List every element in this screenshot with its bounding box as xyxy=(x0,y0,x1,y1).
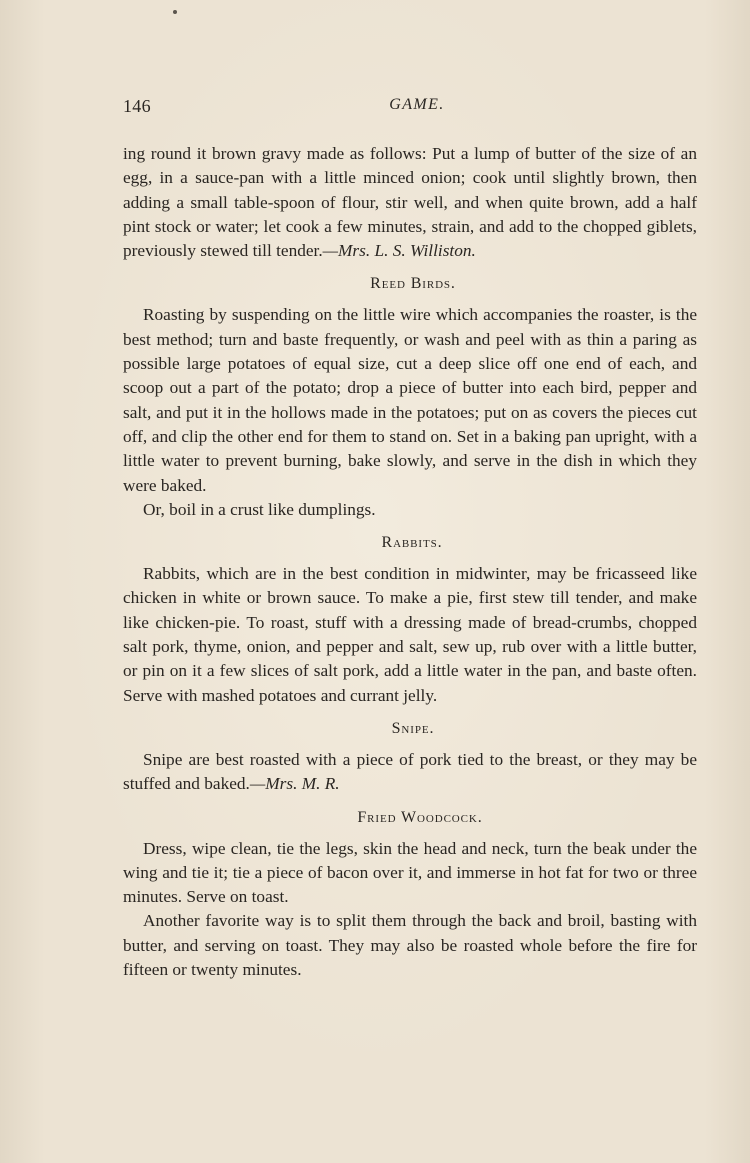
page-body xyxy=(123,142,697,982)
continuation-text: ing round it brown gravy made as follows: Put a lump of butter of the size of an egg, in a sauce-pan with a little minced onion; cook until slightly brown, then adding a small table-spoon of flour, stir well, and when quite brown, add a half pint stock or water; let cook a few minutes, strain, and add to the chopped giblets, previously stewed till tender. xyxy=(123,144,697,261)
page-header xyxy=(123,96,697,126)
ink-speck xyxy=(173,10,177,14)
running-head: GAME. xyxy=(389,96,445,113)
continuation-credit: —Mrs. L. S. Williston. xyxy=(322,241,476,261)
section-heading-rabbits: Rabbits. xyxy=(381,534,443,552)
fried-woodcock-paragraph-1: Dress, wipe clean, tie the legs, skin the head and neck, turn the beak under the wing and tie it; tie a piece of bacon over it, and immerse in hot fat for two or three minutes. Serve on toast. xyxy=(123,838,697,907)
snipe-text: Snipe are best roasted with a piece of pork tied to the breast, or they may be stuffed and baked. xyxy=(123,749,697,794)
section-heading-reed-birds: Reed Birds. xyxy=(370,275,456,293)
section-heading-snipe: Snipe. xyxy=(391,719,435,737)
rabbits-paragraph: Rabbits, which are in the best condition in midwinter, may be fricasseed like chicken in white or brown sauce. To make a pie, first stew till tender, and make like chicken-pie. To roast, stuff with a dressing made of bread-crumbs, chopped salt pork, thyme, onion, and pepper and salt, sew up, rub over with a little butter, or pin on it a few slices of salt pork, add a little water in the pan, and baste often. Serve with mashed potatoes and currant jelly. xyxy=(123,564,697,705)
snipe-paragraph xyxy=(123,748,697,797)
continuation-paragraph xyxy=(123,142,697,263)
reed-birds-paragraph-1: Roasting by suspending on the little wire which accompanies the roaster, is the best method; turn and baste frequently, or wash and peel with as thin a paring as possible large potatoes of equal size, cut a deep slice off one end of each, and scoop out a part of the potato; drop a piece of butter into each bird, pepper and salt, and put it in the hollows made in the potatoes; put on as covers the pieces cut off, and clip the other end for them to stand on. Set in a baking pan upright, with a little water to prevent burning, bake slowly, and serve in the dish in which they were baked. xyxy=(123,305,697,495)
fried-woodcock-paragraph-2: Another favorite way is to split them through the back and broil, basting with butter, and serving on toast. They may also be roasted whole before the fire for fifteen or twenty minutes. xyxy=(123,911,697,980)
section-heading-fried-woodcock: Fried Woodcock. xyxy=(357,808,483,826)
reed-birds-paragraph-2: Or, boil in a crust like dumplings. xyxy=(143,499,376,519)
page-number: 146 xyxy=(123,96,151,116)
snipe-credit: —Mrs. M. R. xyxy=(249,774,340,794)
